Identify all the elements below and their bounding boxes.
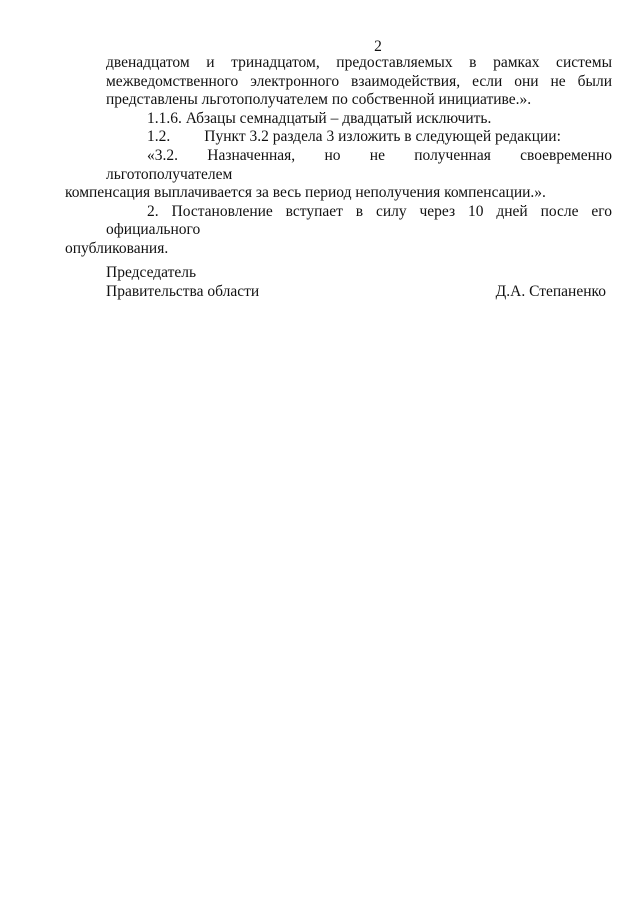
item-number: 1.1.6. (147, 109, 182, 127)
text-line: «3.2. Назначенная, но не полученная своевременно льготополучателем (106, 146, 612, 183)
item-number: 1.2. (147, 128, 171, 146)
paragraph-continuation (106, 54, 612, 110)
document-body (65, 54, 612, 259)
paragraph-2 (65, 202, 612, 259)
signature-row (106, 282, 606, 301)
item-text: Абзацы семнадцатый – двадцатый исключить. (185, 109, 492, 127)
paragraph-1-1-6 (106, 110, 612, 129)
paragraph-3-2-quote (65, 146, 612, 203)
signer-name: Д.А. Степаненко (495, 283, 606, 300)
text-line: представлены льготополучателем по собственной инициативе.». (106, 91, 532, 109)
text-line: межведомственного электронного взаимодействия, если они не были (106, 72, 612, 90)
page-number: 2 (374, 38, 382, 55)
signature-block (106, 263, 606, 301)
text-line: 2. Постановление вступает в силу через 10 дней после его официального (106, 202, 612, 239)
item-text: Пункт 3.2 раздела 3 изложить в следующей редакции: (204, 128, 561, 146)
text-line: опубликования. (65, 239, 169, 257)
signer-title: Председатель (106, 264, 197, 281)
paragraph-1-2 (106, 128, 612, 147)
text-line: компенсация выплачивается за весь период неполучения компенсации.». (65, 184, 546, 202)
signer-organization: Правительства области (106, 283, 260, 300)
text-line: двенадцатом и тринадцатом, предоставляемых в рамках системы (106, 54, 612, 71)
